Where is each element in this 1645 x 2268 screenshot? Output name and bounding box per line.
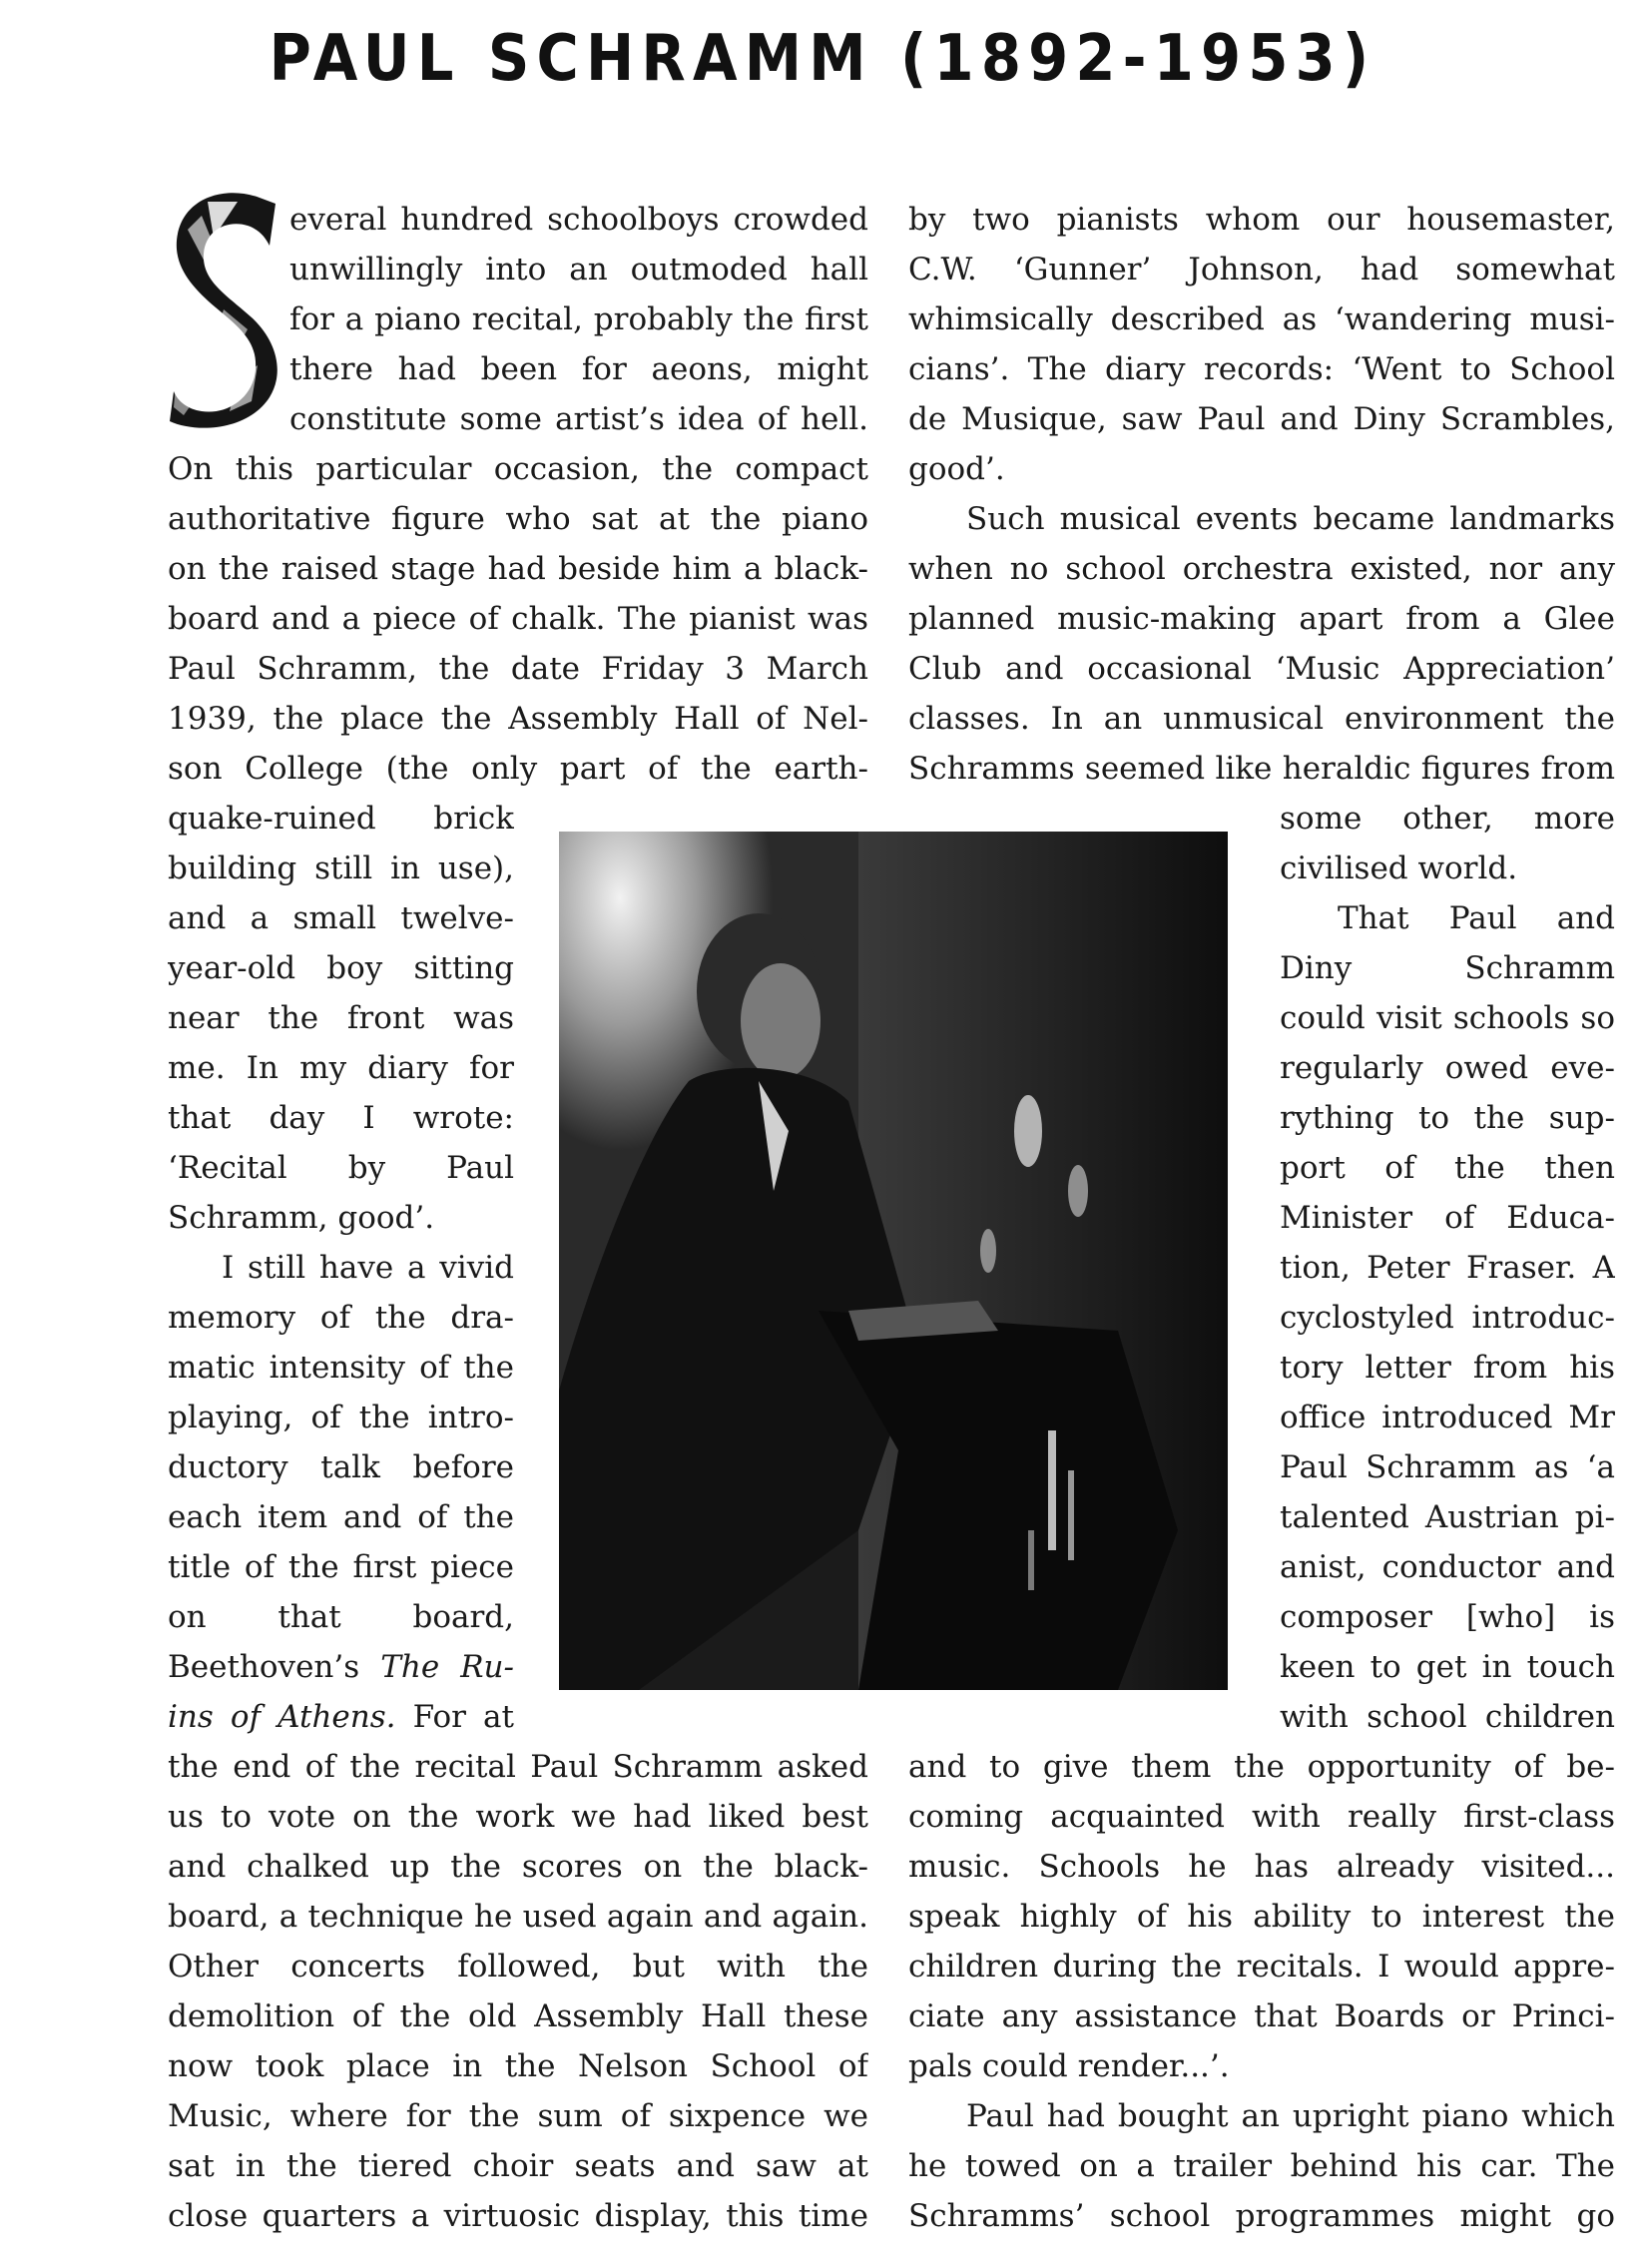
text-line: memory of the dra- bbox=[168, 1300, 514, 1336]
text-line: on that board, bbox=[168, 1599, 514, 1635]
text-line: Music, where for the sum of sixpence we bbox=[168, 2098, 868, 2134]
text-line: Schramms’ school programmes might go bbox=[908, 2198, 1615, 2234]
text-line: on the raised stage had beside him a black- bbox=[168, 551, 868, 587]
text-line: playing, of the intro- bbox=[168, 1400, 514, 1435]
text-line: whimsically described as ‘wandering musi- bbox=[908, 301, 1615, 337]
text-line: ductory talk before bbox=[168, 1449, 514, 1485]
text-line: constitute some artist’s idea of hell. bbox=[289, 401, 868, 437]
text-line: music. Schools he has already visited... bbox=[908, 1849, 1615, 1885]
text-line: On this particular occasion, the compact bbox=[168, 451, 868, 487]
text-line: children during the recitals. I would appre- bbox=[908, 1949, 1615, 1984]
text-line: each item and of the bbox=[168, 1499, 514, 1535]
text-line: ins of Athens. For at bbox=[168, 1699, 514, 1735]
text-line: anist, conductor and bbox=[1280, 1549, 1615, 1585]
text-line: he towed on a trailer behind his car. The bbox=[908, 2148, 1615, 2184]
text-line: classes. In an unmusical environment the bbox=[908, 701, 1615, 737]
text-line: matic intensity of the bbox=[168, 1350, 514, 1386]
text-line: Club and occasional ‘Music Appreciation’ bbox=[908, 651, 1615, 687]
text-line: unwillingly into an outmoded hall bbox=[289, 252, 868, 287]
text-line: the end of the recital Paul Schramm asked bbox=[168, 1749, 868, 1785]
text-line: speak highly of his ability to interest the bbox=[908, 1899, 1615, 1935]
text-line: and a small twelve- bbox=[168, 900, 514, 936]
text-line: us to vote on the work we had liked best bbox=[168, 1799, 868, 1835]
text-line: board, a technique he used again and again. bbox=[168, 1899, 868, 1935]
text-line: Paul had bought an upright piano which bbox=[966, 2098, 1615, 2134]
text-line: Diny Schramm bbox=[1280, 950, 1615, 986]
drop-cap-s-icon bbox=[168, 190, 283, 429]
text-line: and to give them the opportunity of be- bbox=[908, 1749, 1615, 1785]
text-line: civilised world. bbox=[1280, 850, 1518, 886]
text-line: Beethoven’s The Ru- bbox=[168, 1649, 514, 1685]
pianist-photo bbox=[559, 832, 1228, 1690]
text-line: Paul Schramm, the date Friday 3 March bbox=[168, 651, 868, 687]
text-line: some other, more bbox=[1280, 801, 1615, 837]
text-line: by two pianists whom our housemaster, bbox=[908, 202, 1615, 238]
text-line: Paul Schramm as ‘a bbox=[1280, 1449, 1615, 1485]
text-line: year-old boy sitting bbox=[168, 950, 514, 986]
text-line: now took place in the Nelson School of bbox=[168, 2048, 868, 2084]
text-line: quake-ruined brick bbox=[168, 801, 514, 837]
text-line: son College (the only part of the earth- bbox=[168, 751, 868, 787]
page-title: PAUL SCHRAMM (1892-1953) bbox=[269, 22, 1376, 96]
text-line: composer [who] is bbox=[1280, 1599, 1615, 1635]
text-line: there had been for aeons, might bbox=[289, 351, 868, 387]
text-line: board and a piece of chalk. The pianist was bbox=[168, 601, 868, 637]
text-line: cyclostyled introduc- bbox=[1280, 1300, 1615, 1336]
text-line: and chalked up the scores on the black- bbox=[168, 1849, 868, 1885]
text-line: tion, Peter Fraser. A bbox=[1280, 1250, 1615, 1286]
text-line: That Paul and bbox=[1338, 900, 1615, 936]
text-line: building still in use), bbox=[168, 850, 514, 886]
text-line: Other concerts followed, but with the bbox=[168, 1949, 868, 1984]
text-line: Schramms seemed like heraldic figures from bbox=[908, 751, 1615, 787]
text-line: good’. bbox=[908, 451, 1005, 487]
text-line: Schramm, good’. bbox=[168, 1200, 435, 1236]
text-line: 1939, the place the Assembly Hall of Nel- bbox=[168, 701, 868, 737]
text-line: sat in the tiered choir seats and saw at bbox=[168, 2148, 868, 2184]
text-line: cians’. The diary records: ‘Went to School bbox=[908, 351, 1615, 387]
text-line: C.W. ‘Gunner’ Johnson, had somewhat bbox=[908, 252, 1615, 287]
text-line: for a piano recital, probably the first bbox=[289, 301, 868, 337]
text-line: office introduced Mr bbox=[1280, 1400, 1615, 1435]
text-line: regularly owed eve- bbox=[1280, 1050, 1615, 1086]
text-line: authoritative figure who sat at the piano bbox=[168, 501, 868, 537]
text-line: tory letter from his bbox=[1280, 1350, 1615, 1386]
text-line: pals could render...’. bbox=[908, 2048, 1230, 2084]
text-line: could visit schools so bbox=[1280, 1000, 1615, 1036]
text-line: planned music-making apart from a Glee bbox=[908, 601, 1615, 637]
text-line: port of the then bbox=[1280, 1150, 1615, 1186]
text-line: keen to get in touch bbox=[1280, 1649, 1615, 1685]
text-line: everal hundred schoolboys crowded bbox=[289, 202, 868, 238]
text-line: coming acquainted with really first-class bbox=[908, 1799, 1615, 1835]
text-line: de Musique, saw Paul and Diny Scrambles, bbox=[908, 401, 1615, 437]
text-line: ciate any assistance that Boards or Princi- bbox=[908, 1998, 1615, 2034]
text-line: close quarters a virtuosic display, this time bbox=[168, 2198, 868, 2234]
text-line: when no school orchestra existed, nor any bbox=[908, 551, 1615, 587]
text-line: Minister of Educa- bbox=[1280, 1200, 1615, 1236]
text-line: title of the first piece bbox=[168, 1549, 514, 1585]
text-line: that day I wrote: bbox=[168, 1100, 514, 1136]
text-line: me. In my diary for bbox=[168, 1050, 514, 1086]
text-line: Such musical events became landmarks bbox=[966, 501, 1615, 537]
text-line: ‘Recital by Paul bbox=[168, 1150, 514, 1186]
text-line: with school children bbox=[1280, 1699, 1615, 1735]
text-line: I still have a vivid bbox=[222, 1250, 514, 1286]
text-line: demolition of the old Assembly Hall these bbox=[168, 1998, 868, 2034]
text-line: rything to the sup- bbox=[1280, 1100, 1615, 1136]
text-line: near the front was bbox=[168, 1000, 514, 1036]
text-line: talented Austrian pi- bbox=[1280, 1499, 1615, 1535]
